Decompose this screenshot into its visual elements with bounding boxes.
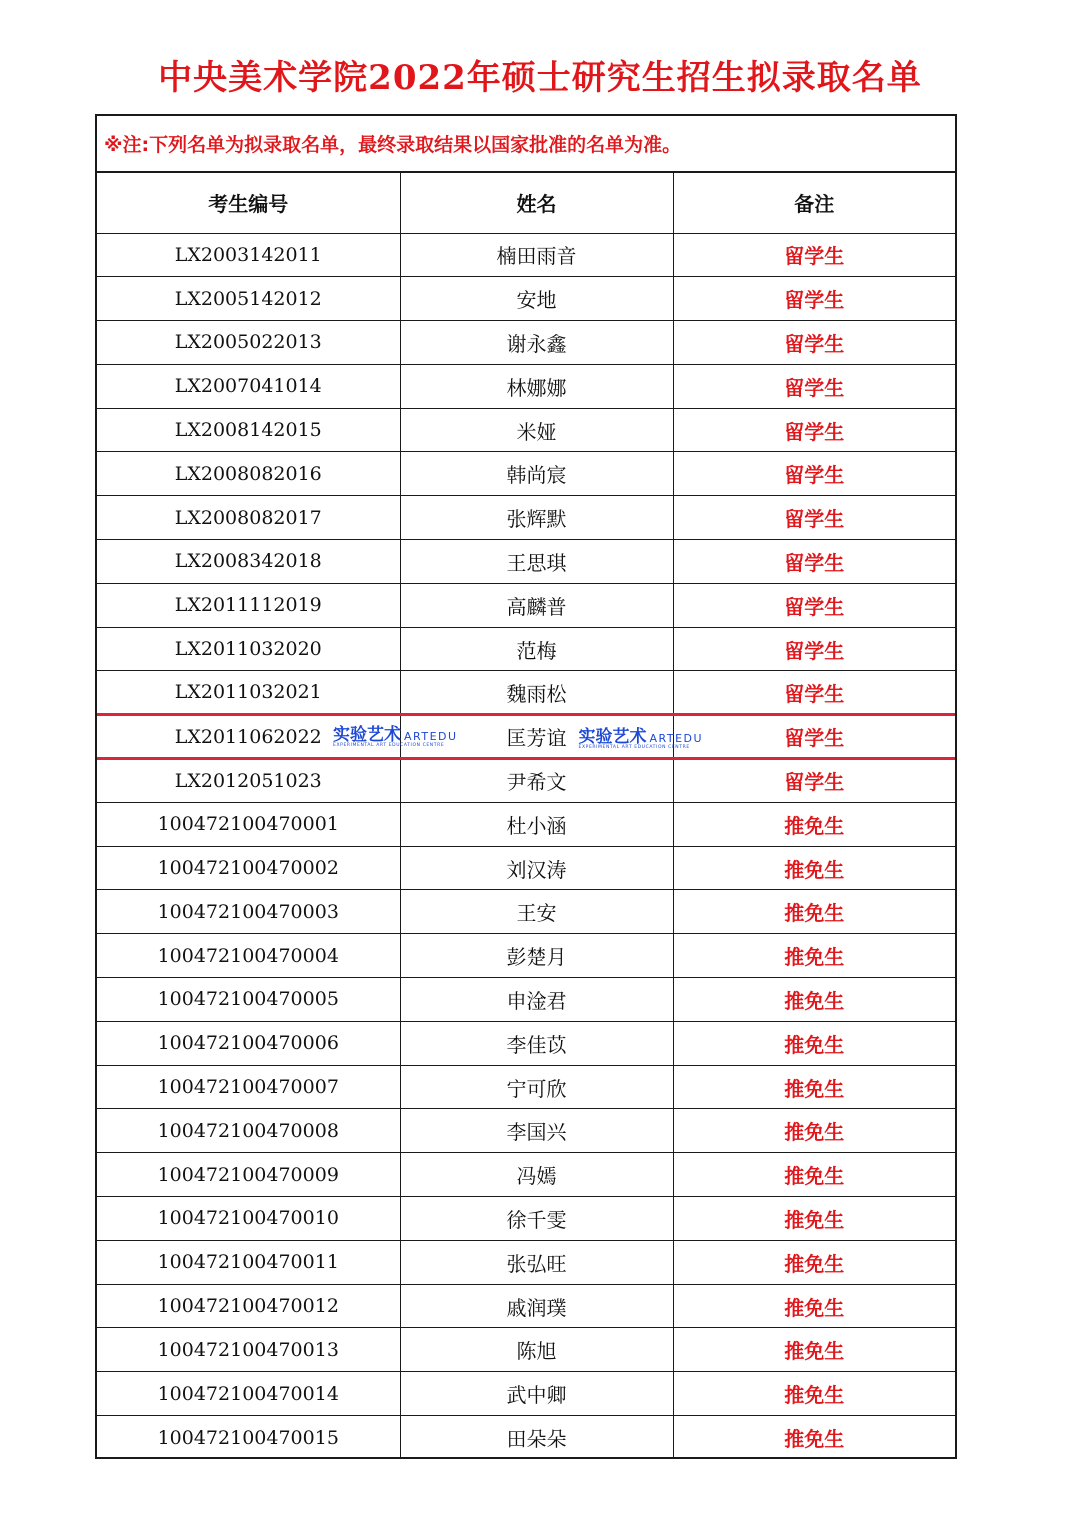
candidate-id-cell-text: LX2012051023 <box>174 769 322 792</box>
candidate-id-cell-text: LX2011062022 <box>174 725 322 748</box>
remark-cell <box>673 1284 955 1328</box>
table-row <box>97 627 955 671</box>
candidate-id-cell <box>97 978 400 1022</box>
remark-cell <box>673 321 955 365</box>
remark-cell-text: 推免生 <box>784 1076 845 1101</box>
remark-cell <box>673 364 955 408</box>
candidate-id-cell <box>97 1372 400 1416</box>
remark-cell <box>673 846 955 890</box>
remark-cell <box>673 715 955 759</box>
watermark-brand-cn: 实验艺术 <box>333 725 401 746</box>
remark-cell-text: 留学生 <box>784 550 845 575</box>
remark-cell-text: 推免生 <box>784 1251 845 1276</box>
remark-cell-text: 推免生 <box>784 901 845 926</box>
name-cell-text: 申淦君 <box>506 988 567 1013</box>
candidate-id-cell-text: LX2011032021 <box>174 681 322 704</box>
candidate-id-cell <box>97 890 400 934</box>
table-row <box>97 671 955 715</box>
candidate-id-cell <box>97 934 400 978</box>
table-row <box>97 1240 955 1284</box>
remark-cell-text: 推免生 <box>784 1383 845 1408</box>
table-row <box>97 759 955 803</box>
candidate-id-cell <box>97 496 400 540</box>
remark-cell-text: 推免生 <box>784 813 845 838</box>
name-cell-text: 戚润璞 <box>506 1295 567 1320</box>
candidate-id-cell <box>97 1284 400 1328</box>
remark-cell <box>673 1416 955 1460</box>
remark-cell <box>673 1328 955 1372</box>
name-cell-text: 彭楚月 <box>506 945 567 970</box>
table-row <box>97 1284 955 1328</box>
note-text: ※注:下列名单为拟录取名单，最终录取结果以国家批准的名单为准。 <box>97 116 955 173</box>
remark-cell-text: 推免生 <box>784 1032 845 1057</box>
name-cell-text: 张弘旺 <box>506 1251 567 1276</box>
candidate-id-cell <box>97 321 400 365</box>
name-cell <box>400 321 673 365</box>
watermark-brand-en: ARTEDU <box>404 730 458 744</box>
table-header-row <box>97 173 955 233</box>
watermark-brand-cn: 实验艺术 <box>578 727 647 748</box>
candidate-id-cell <box>97 1021 400 1065</box>
name-cell-text: 王安 <box>516 901 557 926</box>
table-row <box>97 846 955 890</box>
candidate-id-cell-text: LX2005022013 <box>174 331 322 354</box>
remark-cell <box>673 1372 955 1416</box>
name-cell <box>400 978 673 1022</box>
candidate-id-cell <box>97 1065 400 1109</box>
remark-cell-text: 留学生 <box>784 638 845 663</box>
candidate-id-cell <box>97 1240 400 1284</box>
remark-cell-text: 推免生 <box>784 1164 845 1189</box>
name-cell <box>400 583 673 627</box>
name-cell <box>400 715 704 759</box>
name-cell <box>400 1153 673 1197</box>
name-cell-text: 王思琪 <box>506 550 567 575</box>
name-cell-text: 陈旭 <box>516 1339 557 1364</box>
remark-cell <box>673 671 955 715</box>
table-body <box>97 233 955 1459</box>
candidate-id-cell <box>97 759 400 803</box>
name-cell <box>400 1065 673 1109</box>
name-cell <box>400 233 673 277</box>
candidate-id-cell <box>97 1197 400 1241</box>
candidate-id-cell-text: 100472100470007 <box>157 1076 339 1099</box>
name-cell-text: 武中卿 <box>506 1383 567 1408</box>
header-candidate-id: 考生编号 <box>97 173 400 233</box>
table-row <box>97 1372 955 1416</box>
candidate-id-cell-text: 100472100470014 <box>157 1382 339 1405</box>
remark-cell <box>673 1065 955 1109</box>
table-row <box>97 934 955 978</box>
candidate-id-cell-text: LX2005142012 <box>174 287 322 310</box>
remark-cell <box>673 583 955 627</box>
name-cell-text: 魏雨松 <box>506 681 567 706</box>
remark-cell <box>673 408 955 452</box>
candidate-id-cell-text: 100472100470001 <box>157 813 339 836</box>
candidate-id-cell-text: LX2003142011 <box>174 243 322 266</box>
name-cell-text: 尹希文 <box>506 770 567 795</box>
candidate-id-cell <box>97 583 400 627</box>
remark-cell-text: 留学生 <box>784 681 845 706</box>
name-cell-text: 杜小涵 <box>506 813 567 838</box>
candidate-id-cell-text: 100472100470011 <box>157 1251 339 1274</box>
remark-cell-text: 留学生 <box>784 726 845 751</box>
candidate-id-cell-text: LX2007041014 <box>174 375 322 398</box>
table-row <box>97 1021 955 1065</box>
name-cell-text: 匡芳谊 <box>506 726 567 751</box>
name-cell <box>400 846 673 890</box>
candidate-id-cell <box>97 627 400 671</box>
remark-cell <box>673 1109 955 1153</box>
name-cell <box>400 759 673 803</box>
name-cell-text: 徐千雯 <box>506 1207 567 1232</box>
remark-cell-text: 推免生 <box>784 1120 845 1145</box>
name-cell <box>400 364 673 408</box>
candidate-id-cell <box>97 1109 400 1153</box>
remark-cell <box>673 496 955 540</box>
remark-cell <box>673 1021 955 1065</box>
remark-cell-text: 推免生 <box>784 1295 845 1320</box>
name-cell-text: 安地 <box>516 288 557 313</box>
name-cell <box>400 1021 673 1065</box>
remark-cell-text: 推免生 <box>784 1207 845 1232</box>
table-row <box>97 583 955 627</box>
name-cell-text: 韩尚宸 <box>506 463 567 488</box>
table-row <box>97 1109 955 1153</box>
candidate-id-cell-text: LX2011112019 <box>174 594 322 617</box>
name-cell-text: 张辉默 <box>506 507 567 532</box>
candidate-id-cell <box>97 364 400 408</box>
candidate-id-cell-text: LX2008142015 <box>174 419 322 442</box>
page-title: 中央美术学院2022年硕士研究生招生拟录取名单 <box>158 58 922 98</box>
candidate-id-cell-text: 100472100470005 <box>157 988 339 1011</box>
remark-cell-text: 留学生 <box>784 419 845 444</box>
table-row <box>97 496 955 540</box>
remark-cell-text: 留学生 <box>784 770 845 795</box>
name-cell <box>400 671 673 715</box>
candidate-id-cell-text: LX2008082016 <box>174 462 322 485</box>
candidate-id-cell <box>97 715 458 759</box>
remark-cell-text: 推免生 <box>784 857 845 882</box>
remark-cell-text: 留学生 <box>784 463 845 488</box>
table-row <box>97 540 955 584</box>
remark-cell-text: 留学生 <box>784 507 845 532</box>
remark-cell <box>673 934 955 978</box>
remark-cell <box>673 1153 955 1197</box>
candidate-id-cell <box>97 1153 400 1197</box>
name-cell <box>400 1372 673 1416</box>
candidate-id-cell-text: 100472100470012 <box>157 1295 339 1318</box>
name-cell-text: 李佳苡 <box>506 1032 567 1057</box>
remark-cell <box>673 802 955 846</box>
remark-cell <box>673 1197 955 1241</box>
name-cell <box>400 1197 673 1241</box>
name-cell <box>400 1328 673 1372</box>
candidate-id-cell <box>97 1416 400 1460</box>
remark-cell-text: 留学生 <box>784 331 845 356</box>
candidate-id-cell-text: LX2008082017 <box>174 506 322 529</box>
remark-cell <box>673 233 955 277</box>
remark-cell <box>673 978 955 1022</box>
candidate-id-cell-text: LX2011032020 <box>174 638 322 661</box>
name-cell-text: 林娜娜 <box>506 375 567 400</box>
candidate-id-cell <box>97 540 400 584</box>
table-row <box>97 321 955 365</box>
candidate-id-cell <box>97 452 400 496</box>
remark-cell-text: 留学生 <box>784 375 845 400</box>
candidate-id-cell-text: 100472100470008 <box>157 1119 339 1142</box>
candidate-id-cell <box>97 846 400 890</box>
header-name: 姓名 <box>400 173 673 233</box>
remark-cell-text: 留学生 <box>784 594 845 619</box>
remark-cell-text: 推免生 <box>784 945 845 970</box>
name-cell-text: 楠田雨音 <box>496 244 577 269</box>
admission-list-sheet <box>95 114 957 1459</box>
table-row <box>97 277 955 321</box>
name-cell-text: 高麟普 <box>506 594 567 619</box>
table-row <box>97 1197 955 1241</box>
candidate-id-cell <box>97 233 400 277</box>
name-cell-text: 米娅 <box>516 419 557 444</box>
table-row <box>97 364 955 408</box>
remark-cell <box>673 452 955 496</box>
candidate-id-cell-text: 100472100470010 <box>157 1207 339 1230</box>
name-cell <box>400 540 673 584</box>
watermark-brand-en: ARTEDU <box>649 732 704 746</box>
name-cell-text: 冯嫣 <box>516 1164 557 1189</box>
table-row <box>97 1328 955 1372</box>
table-row <box>97 890 955 934</box>
admission-table <box>97 173 955 1459</box>
remark-cell <box>673 277 955 321</box>
table-row <box>97 978 955 1022</box>
name-cell-text: 宁可欣 <box>506 1076 567 1101</box>
table-row <box>97 715 955 759</box>
remark-cell <box>673 540 955 584</box>
name-cell-text: 范梅 <box>516 638 557 663</box>
remark-cell <box>673 1240 955 1284</box>
candidate-id-cell <box>97 802 400 846</box>
candidate-id-cell-text: 100472100470003 <box>157 900 339 923</box>
name-cell-text: 刘汉涛 <box>506 857 567 882</box>
candidate-id-cell-text: 100472100470013 <box>157 1338 339 1361</box>
watermark-tagline: EXPERIMENTAL ART EDUCATION CENTRE <box>333 743 445 749</box>
table-row <box>97 233 955 277</box>
candidate-id-cell-text: LX2008342018 <box>174 550 322 573</box>
name-cell <box>400 1240 673 1284</box>
table-row <box>97 1416 955 1460</box>
name-cell <box>400 496 673 540</box>
candidate-id-cell-text: 100472100470002 <box>157 857 339 880</box>
remark-cell-text: 推免生 <box>784 1339 845 1364</box>
candidate-id-cell-text: 100472100470015 <box>157 1426 339 1449</box>
candidate-id-cell <box>97 1328 400 1372</box>
candidate-id-cell <box>97 671 400 715</box>
candidate-id-cell-text: 100472100470006 <box>157 1032 339 1055</box>
remark-cell-text: 推免生 <box>784 988 845 1013</box>
name-cell <box>400 1109 673 1153</box>
remark-cell <box>673 890 955 934</box>
table-row <box>97 1153 955 1197</box>
table-row <box>97 452 955 496</box>
remark-cell-text: 留学生 <box>784 288 845 313</box>
name-cell <box>400 1284 673 1328</box>
name-cell <box>400 277 673 321</box>
name-cell <box>400 627 673 671</box>
header-remark: 备注 <box>673 173 955 233</box>
remark-cell-text: 推免生 <box>784 1427 845 1452</box>
watermark-tagline: EXPERIMENTAL ART EDUCATION CENTRE <box>578 745 690 751</box>
name-cell-text: 谢永鑫 <box>506 331 567 356</box>
name-cell-text: 李国兴 <box>506 1120 567 1145</box>
table-row <box>97 1065 955 1109</box>
name-cell <box>400 890 673 934</box>
name-cell <box>400 802 673 846</box>
table-row <box>97 408 955 452</box>
table-row <box>97 802 955 846</box>
candidate-id-cell <box>97 408 400 452</box>
name-cell <box>400 934 673 978</box>
name-cell <box>400 1416 673 1460</box>
remark-cell-text: 留学生 <box>784 244 845 269</box>
name-cell <box>400 408 673 452</box>
remark-cell <box>673 627 955 671</box>
remark-cell <box>673 759 955 803</box>
name-cell-text: 田朵朵 <box>506 1427 567 1452</box>
name-cell <box>400 452 673 496</box>
candidate-id-cell-text: 100472100470004 <box>157 944 339 967</box>
candidate-id-cell <box>97 277 400 321</box>
candidate-id-cell-text: 100472100470009 <box>157 1163 339 1186</box>
